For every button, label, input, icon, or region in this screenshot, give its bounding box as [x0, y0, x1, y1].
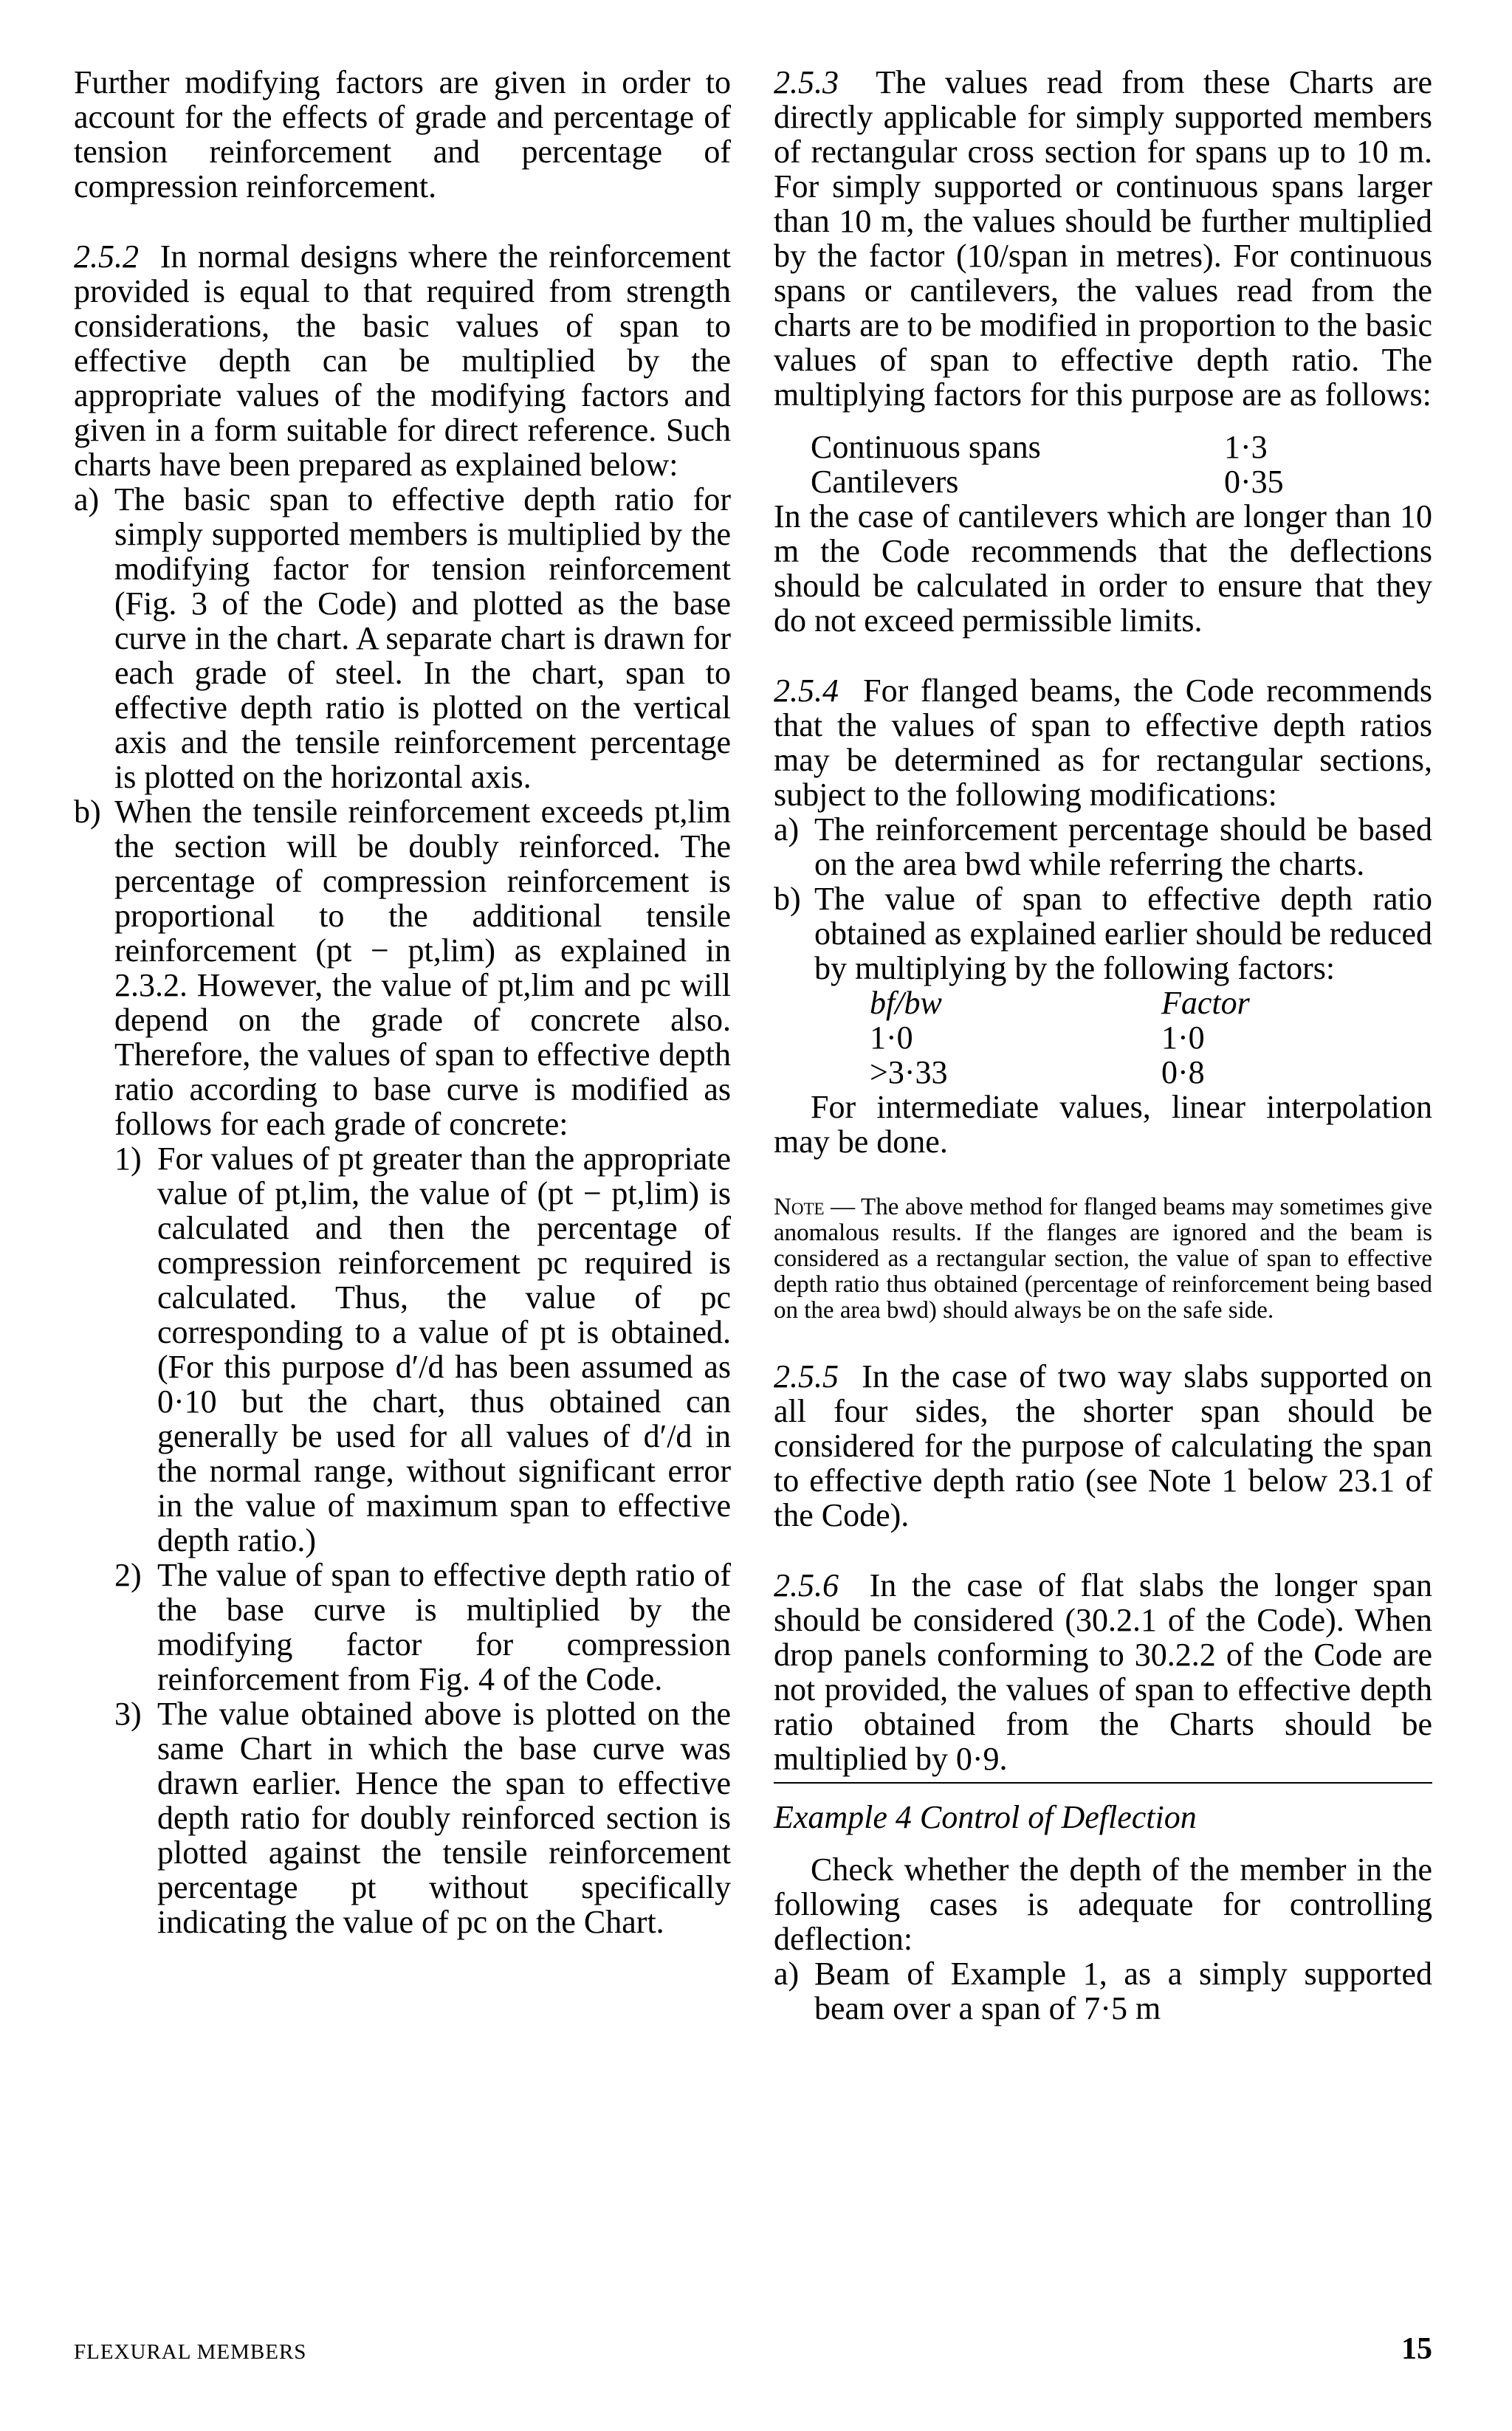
list-text: The value of span to effective depth ratio of the base curve is multiplied by the modifying factor for compression reinforcement from Fig. 4 of the Code. — [157, 1557, 731, 1697]
list-text: When the tensile reinforcement exceeds pt,lim the section will be doubly reinforced. The percentage of compression reinforcement is proportional to the additional tensile reinforcement (pt − pt,lim) as explained in 2.3.2. However, the value of pt,lim and pc will depend on the grade of concrete also. Therefore, the values of span to effective depth ratio according to base curve is modified as follows for each grade of concrete: — [114, 794, 731, 1142]
list-text: The basic span to effective depth ratio for simply supported members is multiplied by the modifying factor for tension reinforcement (Fig. 3 of the Code) and plotted as the base curve in the chart. A separate chart is drawn for each grade of steel. In the chart, span to effective depth ratio is plotted on the vertical axis and the tensile reinforcement percentage is plotted on the horizontal axis. — [114, 481, 731, 795]
section-text: In normal designs where the reinforcement provided is equal to that required from strength considerations, the basic values of span to effective depth can be multiplied by the appropriate values of the modifying factors and given in a form suitable for direct reference. Such charts have been prepared as explained below: — [74, 238, 731, 483]
list-text: The value of span to effective depth ratio obtained as explained earlier should be reduced by multiplying by the following factors: — [814, 881, 1432, 986]
example-title: Example 4 Control of Deflection — [774, 1799, 1197, 1835]
section-number: 2.5.6 — [774, 1567, 839, 1603]
running-footer: FLEXURAL MEMBERS — [74, 2340, 307, 2364]
list-text: The reinforcement percentage should be based on the area bwd while referring the charts. — [814, 811, 1432, 882]
note-label: Note — — [774, 1194, 856, 1220]
section-2-5-4 — [774, 673, 1432, 812]
multiplier-table — [811, 430, 1432, 499]
section-number: 2.5.5 — [774, 1358, 839, 1395]
table-cell: >3·33 — [870, 1054, 948, 1090]
multiplier-label: Cantilevers — [811, 464, 959, 500]
list-marker: a) — [74, 481, 100, 518]
table-cell: 1·0 — [870, 1019, 913, 1056]
section-2-5-6 — [774, 1568, 1432, 1776]
list-text: Beam of Example 1, as a simply supported beam over a span of 7·5 m — [814, 1956, 1432, 2026]
example-item-a — [774, 1956, 1432, 2026]
section-divider — [774, 1782, 1432, 1784]
list-marker: b) — [74, 794, 101, 830]
section-2-5-2 — [74, 239, 731, 482]
section-number: 2.5.3 — [774, 64, 839, 100]
list-marker: 3) — [114, 1696, 142, 1732]
list-marker: a) — [774, 811, 800, 847]
list-item-a — [74, 482, 731, 794]
multiplier-value: 0·35 — [1224, 464, 1284, 500]
list-item-b3 — [114, 1696, 731, 1939]
section-2-5-3 — [774, 65, 1432, 412]
section-text: In the case of flat slabs the longer span should be considered (30.2.1 of the Code). When drop panels conforming to 30.2.2 of the Code are not provided, the values of span to effective depth ratio obtained from the Charts should be multiplied by 0·9. — [774, 1567, 1433, 1777]
sub-list — [114, 1141, 731, 1939]
intro-paragraph: Further modifying factors are given in order to account for the effects of grade and percentage of tension reinforcement and percentage of compression reinforcement. — [74, 64, 731, 204]
note — [774, 1194, 1432, 1324]
left-column — [74, 65, 731, 1939]
list-marker: 2) — [114, 1557, 142, 1593]
section-2-5-5 — [774, 1359, 1432, 1533]
list-item-b — [774, 881, 1432, 986]
multiplier-label: Continuous spans — [811, 429, 1041, 465]
example-text: Check whether the depth of the member in the following cases is adequate for controlling deflection: — [774, 1851, 1432, 1957]
list-marker: b) — [774, 881, 801, 917]
interpolation-paragraph: For intermediate values, linear interpolation may be done. — [774, 1089, 1432, 1160]
section-text: In the case of two way slabs supported on all four sides, the shorter span should be considered for the purpose of calculating the span to effective depth ratio (see Note 1 below 23.1 of the Code). — [774, 1358, 1432, 1533]
list-text: The value obtained above is plotted on the same Chart in which the base curve was drawn earlier. Hence the span to effective depth ratio for doubly reinforced section is plotted against the tensile reinforcement percentage pt without specifically indicating the value of pc on the Chart. — [157, 1696, 731, 1940]
list-item-a — [774, 812, 1432, 881]
note-text: The above method for flanged beams may sometimes give anomalous results. If the flanges are ignored and the beam is considered as a rectangular section, the value of span to effective depth ratio thus obtained (percentage of reinforcement being based on the area bwd) should always be on the safe side. — [774, 1194, 1432, 1324]
list-marker: a) — [774, 1956, 800, 1992]
table-cell: 0·8 — [1161, 1054, 1205, 1090]
flange-factor-table — [870, 986, 1432, 1090]
section-text: The values read from these Charts are directly applicable for simply supported members of rectangular cross section for spans up to 10 m. For simply supported or continuous spans larger than 10 m, the values should be further multiplied by the factor (10/span in metres). For continuous spans or cantilevers, the values read from the charts are to be modified in proportion to the basic values of span to effective depth ratio. The multiplying factors for this purpose are as follows: — [774, 64, 1432, 413]
section-text: For flanged beams, the Code recommends that the values of span to effective depth ratios may be determined as for rectangular sections, subject to the following modifications: — [774, 673, 1432, 813]
section-number: 2.5.4 — [774, 673, 839, 709]
table-header: Factor — [1161, 985, 1250, 1021]
list-text: For values of pt greater than the appropriate value of pt,lim, the value of (pt − pt,lim) is calculated and then the percentage of compression reinforcement pc required is calculated. Thus, the value of pc corresponding to a value of pt is obtained. (For this purpose d′/d has been assumed as 0·10 but the chart, thus obtained can generally be used for all values of d′/d in the normal range, without significant error in the value of maximum span to effective depth ratio.) — [157, 1141, 731, 1558]
cantilever-paragraph: In the case of cantilevers which are longer than 10 m the Code recommends that the deflections should be calculated in order to ensure that they do not exceed permissible limits. — [774, 498, 1432, 639]
multiplier-value: 1·3 — [1224, 429, 1268, 465]
list-marker: 1) — [114, 1141, 142, 1177]
list-item-b2 — [114, 1558, 731, 1696]
section-number: 2.5.2 — [74, 238, 139, 275]
table-header: bf/bw — [870, 985, 942, 1021]
list-item-b — [74, 794, 731, 1141]
page-number: 15 — [1401, 2332, 1432, 2366]
right-column — [774, 65, 1432, 2026]
list-item-b1 — [114, 1141, 731, 1558]
table-cell: 1·0 — [1161, 1019, 1205, 1056]
